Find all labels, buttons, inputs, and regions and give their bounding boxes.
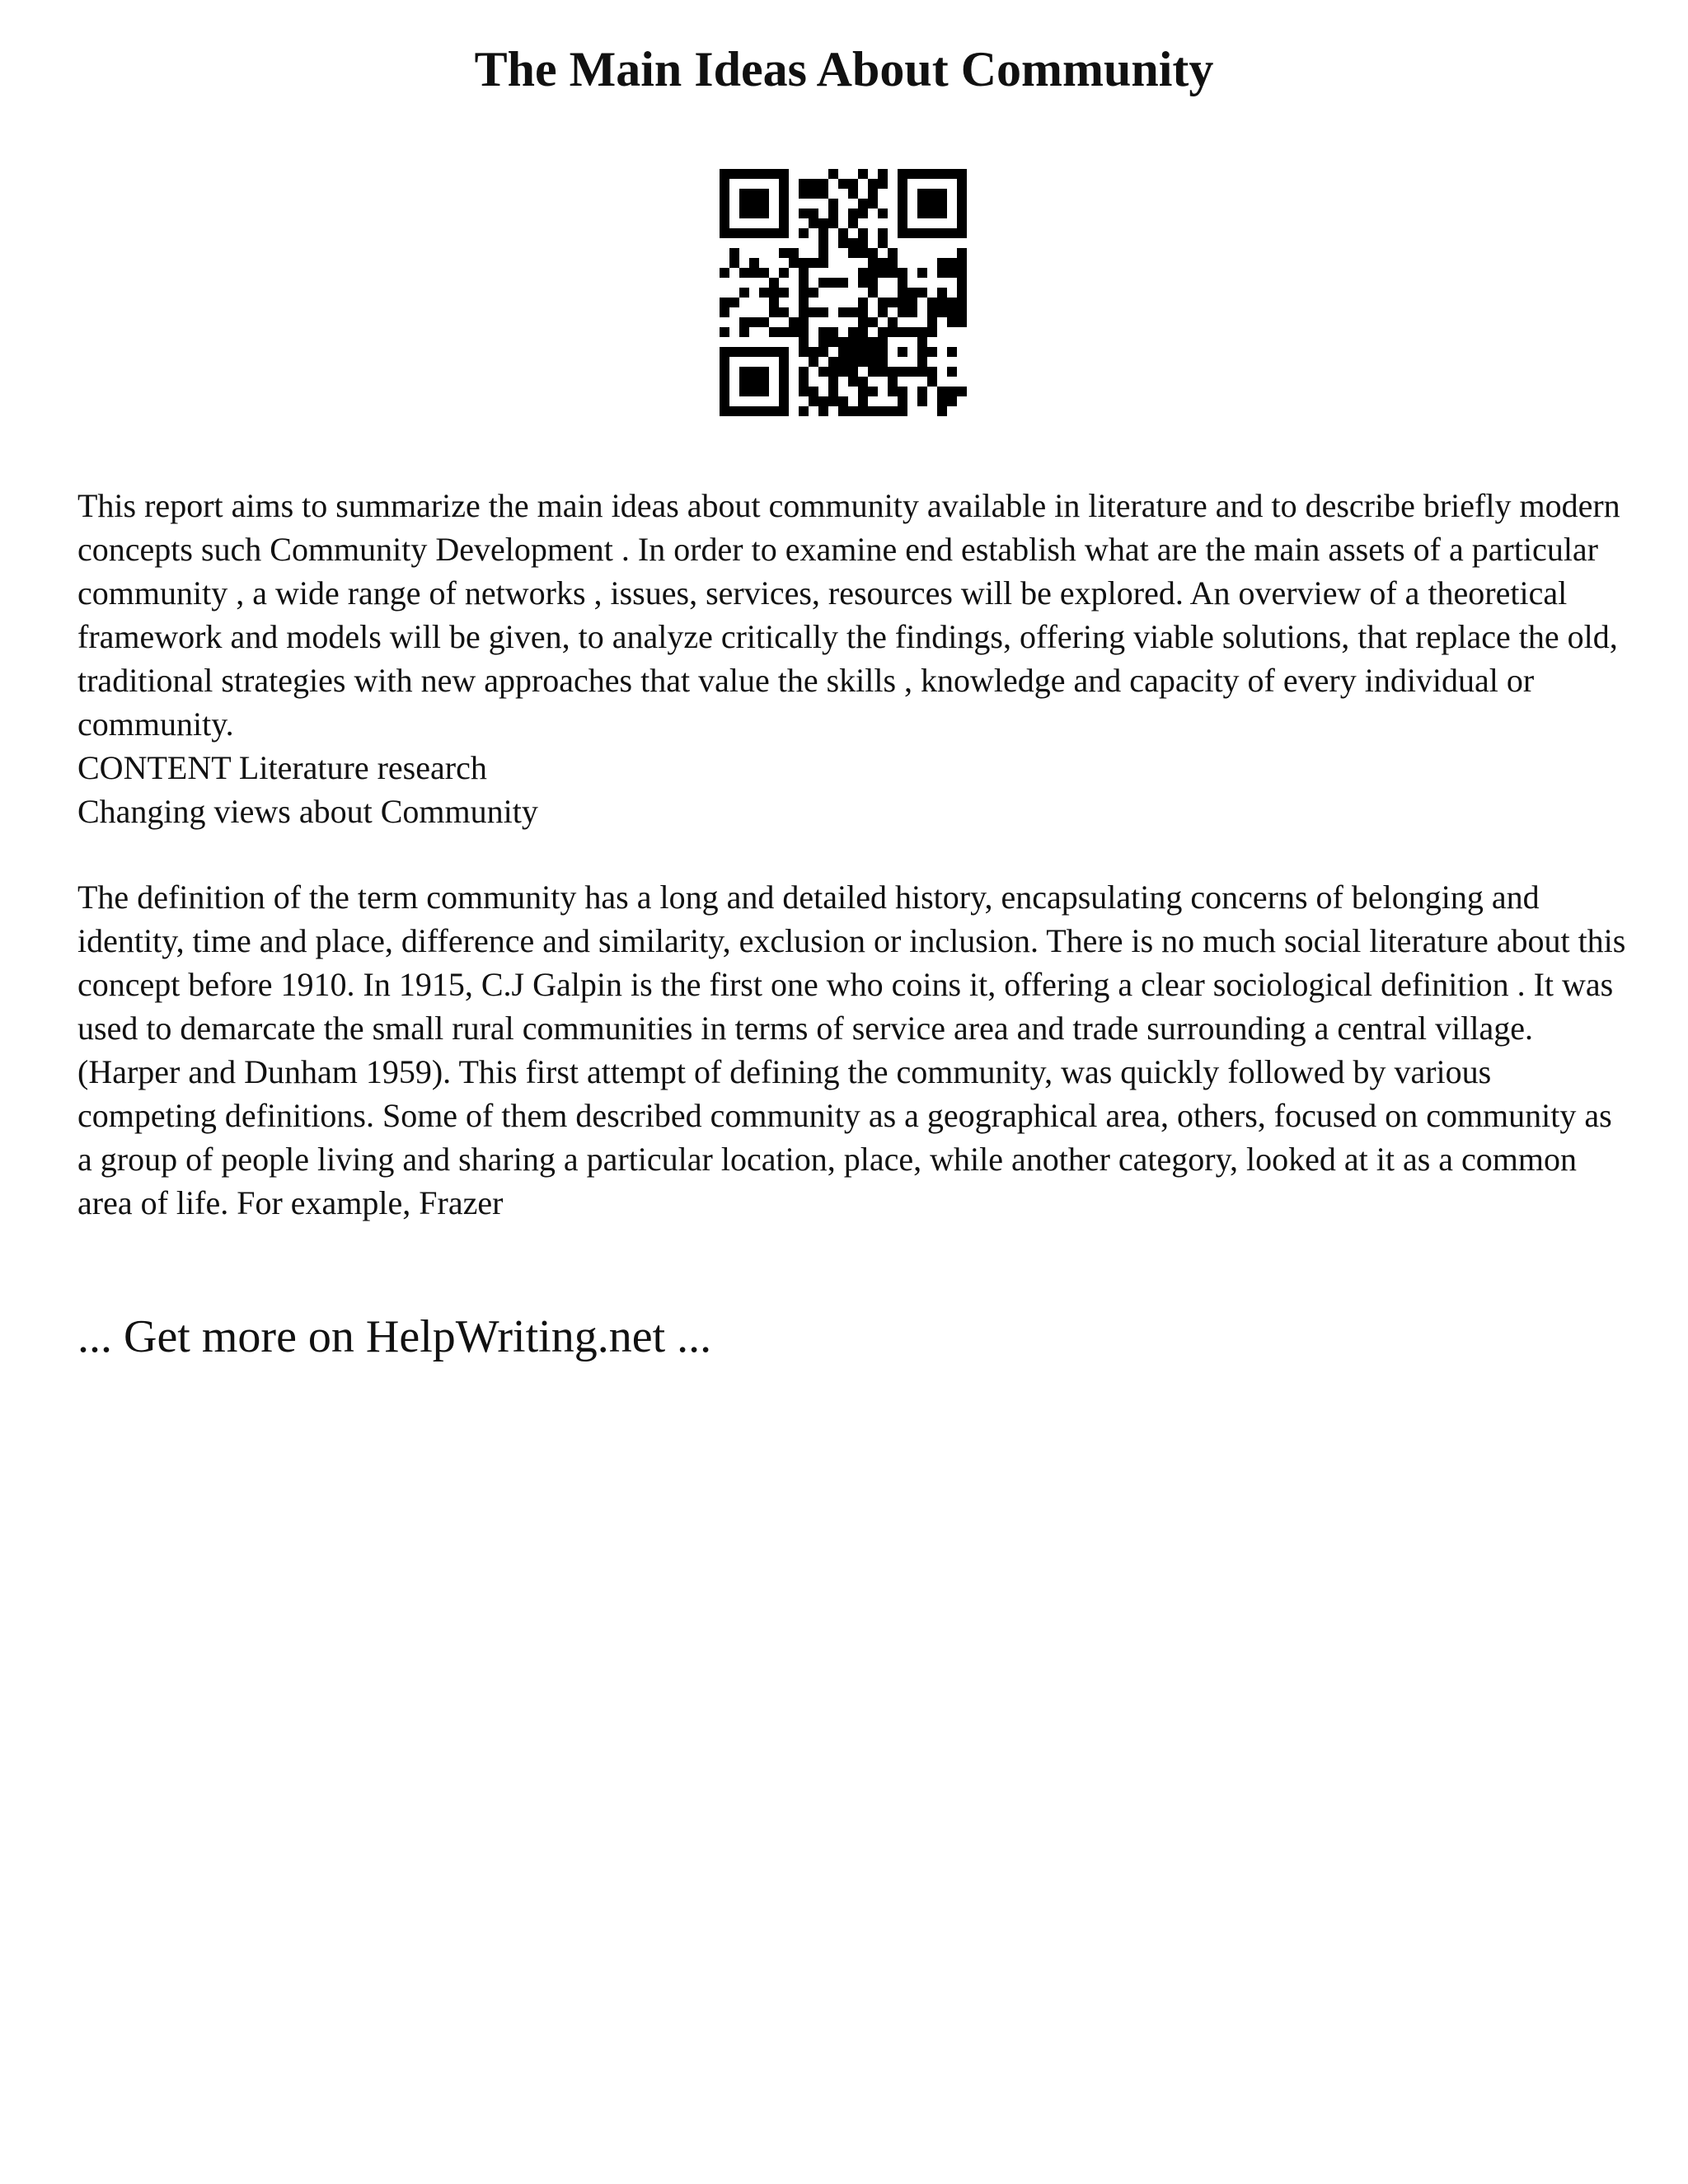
qr-module bbox=[858, 347, 868, 357]
qr-module bbox=[809, 218, 818, 228]
qr-module bbox=[749, 317, 759, 327]
qr-finder-inner bbox=[917, 189, 947, 218]
qr-module bbox=[927, 298, 937, 307]
qr-module bbox=[799, 307, 809, 317]
qr-module bbox=[838, 367, 848, 377]
qr-module bbox=[739, 327, 749, 337]
qr-module bbox=[759, 268, 769, 278]
qr-module bbox=[799, 278, 809, 288]
qr-module bbox=[957, 317, 967, 327]
qr-module bbox=[888, 258, 898, 268]
qr-module bbox=[828, 169, 838, 179]
qr-module bbox=[947, 347, 957, 357]
qr-module bbox=[739, 288, 749, 298]
qr-module bbox=[927, 347, 937, 357]
qr-finder-inner bbox=[739, 367, 769, 396]
qr-module bbox=[828, 327, 838, 337]
qr-module bbox=[838, 406, 848, 416]
qr-module bbox=[947, 317, 957, 327]
qr-module bbox=[720, 327, 729, 337]
qr-module bbox=[917, 387, 927, 396]
qr-module bbox=[858, 317, 868, 327]
qr-module bbox=[888, 387, 898, 396]
qr-module bbox=[868, 199, 878, 209]
qr-module bbox=[858, 377, 868, 387]
qr-module bbox=[858, 406, 868, 416]
qr-module bbox=[888, 248, 898, 258]
qr-module bbox=[937, 258, 947, 268]
qr-module bbox=[789, 327, 799, 337]
qr-module bbox=[957, 288, 967, 298]
qr-module bbox=[947, 258, 957, 268]
qr-module bbox=[878, 238, 888, 248]
qr-module bbox=[759, 317, 769, 327]
qr-module bbox=[868, 189, 878, 199]
document-title: The Main Ideas About Community bbox=[474, 42, 1214, 96]
qr-timing-module bbox=[878, 228, 888, 238]
qr-module bbox=[769, 327, 779, 337]
qr-module bbox=[848, 218, 858, 228]
qr-module bbox=[818, 347, 828, 357]
qr-module bbox=[947, 268, 957, 278]
qr-module bbox=[907, 288, 917, 298]
qr-module bbox=[927, 307, 937, 317]
qr-module bbox=[947, 298, 957, 307]
qr-module bbox=[838, 347, 848, 357]
qr-module bbox=[848, 327, 858, 337]
qr-module bbox=[858, 307, 868, 317]
qr-module bbox=[858, 387, 868, 396]
qr-module bbox=[898, 387, 907, 396]
qr-module bbox=[947, 396, 957, 406]
content-line: CONTENT Literature research bbox=[77, 749, 487, 786]
qr-module bbox=[888, 298, 898, 307]
qr-module bbox=[907, 307, 917, 317]
qr-module bbox=[838, 179, 848, 189]
qr-module bbox=[858, 396, 868, 406]
qr-module bbox=[957, 258, 967, 268]
qr-module bbox=[898, 396, 907, 406]
qr-module bbox=[898, 278, 907, 288]
qr-module bbox=[799, 387, 809, 396]
qr-module bbox=[957, 298, 967, 307]
qr-module bbox=[799, 258, 809, 268]
intro-paragraph: This report aims to summarize the main ideas about community available in literature and to describe briefly modern concepts such Community Development . In order to examine end establish what are the main assets of a particular community , a wide range of networks , issues, services, resources will be explored. An overview of a theoretical framework and models will be given, to analyze critically the findings, offering viable solutions, that replace the old, traditional strategies with new approaches that value the skills , knowledge and capacity of every individual or community. bbox=[77, 487, 1620, 743]
qr-module bbox=[898, 298, 907, 307]
qr-module bbox=[809, 396, 818, 406]
qr-module bbox=[937, 268, 947, 278]
qr-module bbox=[729, 248, 739, 258]
qr-module bbox=[868, 268, 878, 278]
qr-module bbox=[789, 258, 799, 268]
qr-module bbox=[947, 367, 957, 377]
qr-module bbox=[828, 357, 838, 367]
qr-module bbox=[937, 387, 947, 396]
qr-module bbox=[818, 258, 828, 268]
qr-module bbox=[828, 377, 838, 387]
qr-timing-module bbox=[779, 268, 789, 278]
qr-module bbox=[868, 337, 878, 347]
qr-module bbox=[799, 367, 809, 377]
qr-module bbox=[838, 307, 848, 317]
qr-module bbox=[878, 169, 888, 179]
qr-module bbox=[799, 179, 809, 189]
qr-module bbox=[868, 357, 878, 367]
qr-timing-module bbox=[818, 228, 828, 238]
qr-module bbox=[957, 387, 967, 396]
qr-module bbox=[898, 406, 907, 416]
qr-module bbox=[858, 278, 868, 288]
qr-module bbox=[818, 307, 828, 317]
qr-module bbox=[868, 288, 878, 298]
qr-module bbox=[858, 169, 868, 179]
qr-module bbox=[799, 347, 809, 357]
qr-module bbox=[739, 268, 749, 278]
qr-module bbox=[947, 307, 957, 317]
qr-module bbox=[848, 406, 858, 416]
qr-module bbox=[957, 307, 967, 317]
section-heading: Changing views about Community bbox=[77, 793, 538, 830]
qr-module bbox=[828, 367, 838, 377]
qr-timing-module bbox=[838, 228, 848, 238]
qr-module bbox=[799, 327, 809, 337]
qr-module bbox=[769, 298, 779, 307]
qr-module bbox=[729, 258, 739, 268]
qr-module bbox=[720, 298, 729, 307]
get-more-link[interactable]: ... Get more on HelpWriting.net ... bbox=[77, 1311, 712, 1362]
qr-module bbox=[937, 298, 947, 307]
qr-timing-module bbox=[779, 288, 789, 298]
qr-module bbox=[828, 209, 838, 218]
qr-module bbox=[769, 278, 779, 288]
qr-module bbox=[858, 357, 868, 367]
qr-module bbox=[749, 258, 759, 268]
qr-module bbox=[769, 288, 779, 298]
qr-module bbox=[749, 268, 759, 278]
qr-module bbox=[937, 406, 947, 416]
qr-module bbox=[799, 268, 809, 278]
qr-module bbox=[898, 307, 907, 317]
qr-module bbox=[848, 337, 858, 347]
qr-module bbox=[809, 357, 818, 367]
qr-module bbox=[818, 189, 828, 199]
qr-module bbox=[868, 406, 878, 416]
qr-module bbox=[848, 307, 858, 317]
qr-module bbox=[878, 209, 888, 218]
qr-module bbox=[799, 337, 809, 347]
qr-module bbox=[907, 298, 917, 307]
qr-module bbox=[858, 298, 868, 307]
qr-module bbox=[848, 377, 858, 387]
qr-module bbox=[809, 209, 818, 218]
qr-module bbox=[888, 317, 898, 327]
qr-module bbox=[769, 307, 779, 317]
qr-module bbox=[799, 298, 809, 307]
qr-module bbox=[799, 288, 809, 298]
qr-module bbox=[799, 377, 809, 387]
qr-module bbox=[917, 288, 927, 298]
qr-module bbox=[858, 248, 868, 258]
qr-module bbox=[888, 377, 898, 387]
qr-module bbox=[818, 238, 828, 248]
qr-module bbox=[957, 278, 967, 288]
qr-module bbox=[888, 406, 898, 416]
qr-module bbox=[858, 268, 868, 278]
qr-module bbox=[848, 347, 858, 357]
qr-module bbox=[858, 327, 868, 337]
qr-module bbox=[818, 367, 828, 377]
qr-module bbox=[809, 387, 818, 396]
qr-module bbox=[858, 337, 868, 347]
qr-module bbox=[927, 377, 937, 387]
qr-module bbox=[878, 268, 888, 278]
qr-module bbox=[818, 218, 828, 228]
qr-module bbox=[818, 327, 828, 337]
qr-module bbox=[898, 268, 907, 278]
qr-module bbox=[868, 248, 878, 258]
qr-module bbox=[937, 396, 947, 406]
qr-module bbox=[957, 248, 967, 258]
qr-module bbox=[868, 317, 878, 327]
qr-module bbox=[878, 258, 888, 268]
qr-module bbox=[818, 337, 828, 347]
qr-module bbox=[947, 387, 957, 396]
qr-module bbox=[848, 179, 858, 189]
qr-module bbox=[868, 367, 878, 377]
qr-module bbox=[828, 218, 838, 228]
qr-module bbox=[927, 327, 937, 337]
qr-module bbox=[828, 387, 838, 396]
qr-module bbox=[957, 268, 967, 278]
qr-module bbox=[888, 268, 898, 278]
qr-module bbox=[937, 307, 947, 317]
qr-module bbox=[799, 189, 809, 199]
qr-module bbox=[809, 189, 818, 199]
qr-module bbox=[818, 248, 828, 258]
qr-module bbox=[799, 209, 809, 218]
qr-module bbox=[848, 189, 858, 199]
qr-module bbox=[848, 248, 858, 258]
qr-module bbox=[809, 258, 818, 268]
qr-module bbox=[739, 317, 749, 327]
qr-module bbox=[937, 288, 947, 298]
qr-module bbox=[898, 288, 907, 298]
qr-module bbox=[878, 307, 888, 317]
qr-module bbox=[927, 367, 937, 377]
qr-module bbox=[848, 238, 858, 248]
qr-module bbox=[848, 367, 858, 377]
qr-align-inner bbox=[898, 347, 907, 357]
qr-module bbox=[868, 179, 878, 189]
qr-module bbox=[828, 337, 838, 347]
qr-module bbox=[818, 396, 828, 406]
qr-module bbox=[848, 357, 858, 367]
qr-module bbox=[818, 179, 828, 189]
qr-module bbox=[838, 396, 848, 406]
qr-module bbox=[809, 288, 818, 298]
qr-module bbox=[828, 278, 838, 288]
qr-module bbox=[828, 199, 838, 209]
qr-module bbox=[868, 278, 878, 288]
qr-module bbox=[878, 406, 888, 416]
qr-module bbox=[818, 406, 828, 416]
qr-module bbox=[809, 307, 818, 317]
qr-module bbox=[799, 317, 809, 327]
qr-module bbox=[848, 209, 858, 218]
qr-module bbox=[878, 179, 888, 189]
qr-code-icon bbox=[720, 169, 967, 416]
qr-timing-module bbox=[779, 327, 789, 337]
qr-module bbox=[878, 298, 888, 307]
qr-module bbox=[818, 278, 828, 288]
qr-module bbox=[828, 396, 838, 406]
qr-module bbox=[759, 288, 769, 298]
qr-module bbox=[838, 238, 848, 248]
qr-module bbox=[720, 307, 729, 317]
qr-module bbox=[789, 317, 799, 327]
qr-module bbox=[858, 209, 868, 218]
qr-module bbox=[927, 317, 937, 327]
qr-module bbox=[799, 406, 809, 416]
qr-module bbox=[720, 268, 729, 278]
intro-section bbox=[77, 484, 1627, 833]
qr-module bbox=[809, 347, 818, 357]
qr-module bbox=[858, 199, 868, 209]
qr-module bbox=[838, 278, 848, 288]
qr-module bbox=[917, 396, 927, 406]
qr-module bbox=[858, 238, 868, 248]
qr-module bbox=[729, 298, 739, 307]
qr-timing-module bbox=[858, 228, 868, 238]
qr-finder-inner bbox=[739, 189, 769, 218]
qr-module bbox=[838, 357, 848, 367]
qr-timing-module bbox=[779, 248, 789, 258]
qr-timing-module bbox=[779, 307, 789, 317]
qr-module bbox=[868, 347, 878, 357]
qr-code-graphic bbox=[720, 169, 967, 416]
qr-timing-module bbox=[799, 228, 809, 238]
qr-module bbox=[789, 248, 799, 258]
definition-paragraph: The definition of the term community has a long and detailed history, encapsulating concerns of belonging and identity, time and place, difference and similarity, exclusion or inclusion. There is no much social literature about this concept before 1910. In 1915, C.J Galpin is the first one who coins it, offering a clear sociological definition . It was used to demarcate the small rural communities in terms of service area and trade surrounding a central village. (Harper and Dunham 1959). This first attempt of defining the community, was quickly followed by various competing definitions. Some of them described community as a geographical area, others, focused on community as a group of people living and sharing a particular location, place, while another category, looked at it as a common area of life. For example, Frazer bbox=[77, 879, 1626, 1221]
qr-module bbox=[868, 387, 878, 396]
qr-module bbox=[838, 337, 848, 347]
qr-module bbox=[809, 179, 818, 189]
qr-module bbox=[917, 268, 927, 278]
qr-module bbox=[868, 258, 878, 268]
